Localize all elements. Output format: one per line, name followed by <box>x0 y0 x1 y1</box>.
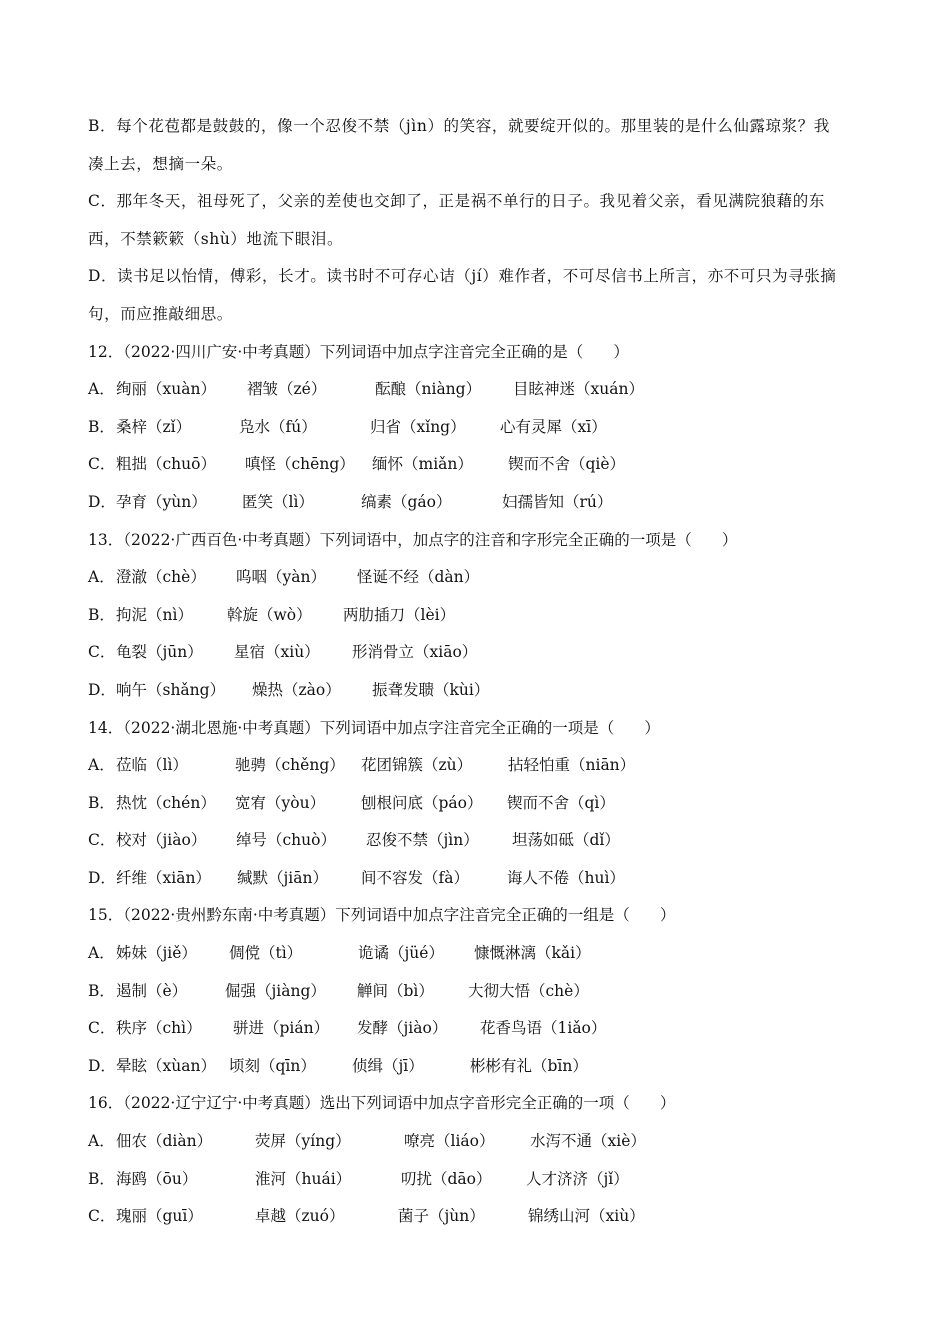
option-item: 振聋发聩（kùi） <box>372 680 490 699</box>
option-item: 姊妹（jiě） <box>116 944 197 963</box>
option-row <box>88 597 868 635</box>
option-item: 花团锦簇（zù） <box>361 756 473 775</box>
option-item: 归省（xǐng） <box>370 417 466 436</box>
option-letter: C． <box>88 455 116 474</box>
question-close: ） <box>659 1094 676 1113</box>
option-item: 锲而不舍（qiè） <box>508 455 626 474</box>
option-letter: A． <box>88 756 115 775</box>
option-item: 纤维（xiān） <box>116 868 211 887</box>
option-item: 卓越（zuó） <box>255 1207 345 1226</box>
option-letter: C． <box>88 1207 116 1226</box>
question-source: （2022·湖北恩施·中考真题） <box>123 718 320 737</box>
option-letter: C． <box>88 831 116 850</box>
option-letter: B． <box>88 793 115 812</box>
option-item: 倜傥（tì） <box>229 944 303 963</box>
option-item: 校对（jiào） <box>116 831 207 850</box>
option-item: 侦缉（jī） <box>352 1056 424 1075</box>
option-row <box>88 1048 868 1086</box>
option-item: 叨扰（dāo） <box>401 1169 492 1188</box>
option-item: 嘹亮（liáo） <box>404 1132 495 1151</box>
question-number: 13． <box>88 530 124 549</box>
option-item: 热忱（chén） <box>116 793 216 812</box>
option-d-line-1: D．读书足以怡情，傅彩，长才。读书时不可存心诘（jí）难作者，不可尽信书上所言，亦不可只为寻张摘 <box>88 267 837 286</box>
option-item: 遏制（è） <box>116 981 188 1000</box>
question-stem <box>88 897 868 935</box>
option-item: 海鸥（ōu） <box>116 1169 198 1188</box>
option-item: 缄默（jiān） <box>237 868 328 887</box>
option-item: 诡谲（jüé） <box>358 944 444 963</box>
option-item: 嗔怪（chēng） <box>245 455 355 474</box>
option-item: 缟素（gáo） <box>361 492 452 511</box>
option-item: 驰骋（chěng） <box>235 756 345 775</box>
option-row <box>88 785 868 823</box>
option-item: 响午（shǎng） <box>116 680 226 699</box>
option-letter: B． <box>88 417 115 436</box>
option-row <box>88 409 868 447</box>
option-item: 发酵（jiào） <box>357 1019 448 1038</box>
option-item: 缅怀（miǎn） <box>372 455 473 474</box>
question-stem <box>88 710 868 748</box>
question-source: （2022·四川广安·中考真题） <box>123 342 320 361</box>
question-close: ） <box>659 906 676 925</box>
option-item: 燥热（zào） <box>252 680 341 699</box>
option-letter: D． <box>88 492 116 511</box>
option-row <box>88 1123 868 1161</box>
option-item: 骈进（pián） <box>233 1019 330 1038</box>
option-b-line-2: 凑上去，想摘一朵。 <box>88 154 233 173</box>
option-item: 桑梓（zǐ） <box>116 417 192 436</box>
option-item: 褶皱（zé） <box>247 380 327 399</box>
option-item: 刨根问底（páo） <box>361 793 483 812</box>
option-row <box>88 559 868 597</box>
option-letter: D． <box>88 868 116 887</box>
question-13 <box>88 522 868 710</box>
question-close: ） <box>721 530 738 549</box>
question-close: ） <box>644 718 660 737</box>
question-close: ） <box>613 342 629 361</box>
option-row <box>88 860 868 898</box>
option-row <box>88 822 868 860</box>
option-item: 拘泥（nì） <box>116 605 193 624</box>
question-text: 选出下列词语中加点字音形完全正确的一项（ <box>319 1094 630 1113</box>
option-row <box>88 1198 868 1236</box>
option-item: 间不容发（fà） <box>361 868 469 887</box>
question-source: （2022·贵州黔东南·中考真题） <box>123 906 336 925</box>
question-number: 16． <box>88 1094 124 1113</box>
option-row <box>88 1161 868 1199</box>
option-item: 淮河（huái） <box>255 1169 352 1188</box>
question-14 <box>88 710 868 898</box>
option-item: 晕眩（xùan） <box>116 1056 216 1075</box>
option-row <box>88 446 868 484</box>
option-item: 澄澈（chè） <box>116 568 206 587</box>
option-item: 妇孺皆知（rú） <box>502 492 613 511</box>
question-source: （2022·广西百色·中考真题） <box>123 530 320 549</box>
option-item: 粗拙（chuō） <box>116 455 216 474</box>
option-item: 酝酿（niàng） <box>375 380 482 399</box>
option-letter: A． <box>88 1132 115 1151</box>
option-letter: C． <box>88 643 116 662</box>
option-item: 大彻大悟（chè） <box>468 981 589 1000</box>
option-row <box>88 672 868 710</box>
option-item: 倔强（jiàng） <box>225 981 326 1000</box>
option-item: 花香鸟语（1iǎo） <box>480 1019 607 1038</box>
question-number: 15． <box>88 906 124 925</box>
option-item: 佃农（diàn） <box>116 1132 213 1151</box>
option-item: 斡旋（wò） <box>227 605 312 624</box>
option-item: 诲人不倦（huì） <box>507 868 625 887</box>
question-text: 下列词语中加点字注音完全正确的一项是（ <box>319 718 615 737</box>
option-item: 人才济济（jǐ） <box>526 1169 629 1188</box>
question-stem <box>88 1085 868 1123</box>
question-number: 14． <box>88 718 124 737</box>
option-item: 水泻不通（xiè） <box>530 1132 646 1151</box>
option-item: 怪诞不经（dàn） <box>357 568 480 587</box>
question-12 <box>88 334 868 522</box>
question-15 <box>88 897 868 1085</box>
option-letter: B． <box>88 981 115 1000</box>
question-source: （2022·辽宁辽宁·中考真题） <box>123 1094 320 1113</box>
question-text: 下列词语中加点字注音完全正确的一组是（ <box>335 906 630 925</box>
question-stem <box>88 522 868 560</box>
document-content <box>88 108 868 1236</box>
option-row <box>88 747 868 785</box>
question-number: 12． <box>88 342 124 361</box>
option-item: 顷刻（qīn） <box>229 1056 316 1075</box>
option-letter: B． <box>88 1169 115 1188</box>
option-item: 绰号（chuò） <box>236 831 336 850</box>
option-row <box>88 973 868 1011</box>
option-item: 两肋插刀（lèi） <box>343 605 456 624</box>
option-item: 呜咽（yàn） <box>236 568 326 587</box>
question-text: 下列词语中加点字注音完全正确的是（ <box>319 342 584 361</box>
option-item: 拈轻怕重（niān） <box>508 756 636 775</box>
option-item: 宽宥（yòu） <box>235 793 326 812</box>
option-item: 彬彬有礼（bīn） <box>470 1056 588 1075</box>
question-16 <box>88 1085 868 1235</box>
option-row <box>88 371 868 409</box>
option-letter: D． <box>88 680 116 699</box>
option-item: 匿笑（lì） <box>242 492 314 511</box>
option-item: 菌子（jùn） <box>398 1207 485 1226</box>
question-text: 下列词语中，加点字的注音和字形完全正确的一项是（ <box>319 530 692 549</box>
option-row <box>88 935 868 973</box>
option-item: 心有灵犀（xī） <box>500 417 607 436</box>
option-item: 锦绣山河（xiù） <box>528 1207 645 1226</box>
option-letter: B． <box>88 605 115 624</box>
option-row <box>88 484 868 522</box>
option-letter: A． <box>88 944 115 963</box>
option-item: 莅临（lì） <box>116 756 188 775</box>
option-item: 锲而不舍（qì） <box>507 793 615 812</box>
option-letter: A． <box>88 568 115 587</box>
prev-question-options <box>88 108 868 334</box>
option-letter: A． <box>88 380 115 399</box>
option-item: 慷慨淋漓（kǎi） <box>474 944 591 963</box>
option-item: 荧屏（yíng） <box>255 1132 351 1151</box>
option-item: 龟裂（jūn） <box>116 643 203 662</box>
option-item: 星宿（xiù） <box>234 643 320 662</box>
option-item: 凫水（fú） <box>239 417 317 436</box>
option-row <box>88 1010 868 1048</box>
question-stem <box>88 334 868 372</box>
option-item: 目眩神迷（xuán） <box>513 380 644 399</box>
option-item: 觯间（bì） <box>357 981 434 1000</box>
option-item: 孕育（yùn） <box>116 492 207 511</box>
option-letter: D． <box>88 1056 116 1075</box>
option-item: 坦荡如砥（dǐ） <box>512 831 620 850</box>
option-row <box>88 634 868 672</box>
option-c-line-2: 西，不禁簌簌（shù）地流下眼泪。 <box>88 229 344 248</box>
option-item: 形消骨立（xiāo） <box>352 643 478 662</box>
option-item: 忍俊不禁（jìn） <box>366 831 479 850</box>
option-item: 秩序（chì） <box>116 1019 202 1038</box>
option-d-line-2: 句，而应推敲细思。 <box>88 304 233 323</box>
option-item: 瑰丽（guī） <box>116 1207 203 1226</box>
option-item: 绚丽（xuàn） <box>116 380 216 399</box>
option-c-line-1: C．那年冬天，祖母死了，父亲的差使也交卸了，正是祸不单行的日子。我见着父亲，看见满院狼藉的东 <box>88 192 825 211</box>
option-b-line-1: B．每个花苞都是鼓鼓的，像一个忍俊不禁（jìn）的笑容，就要绽开似的。那里装的是什么仙露琼浆？我 <box>88 117 830 135</box>
option-letter: C． <box>88 1019 116 1038</box>
